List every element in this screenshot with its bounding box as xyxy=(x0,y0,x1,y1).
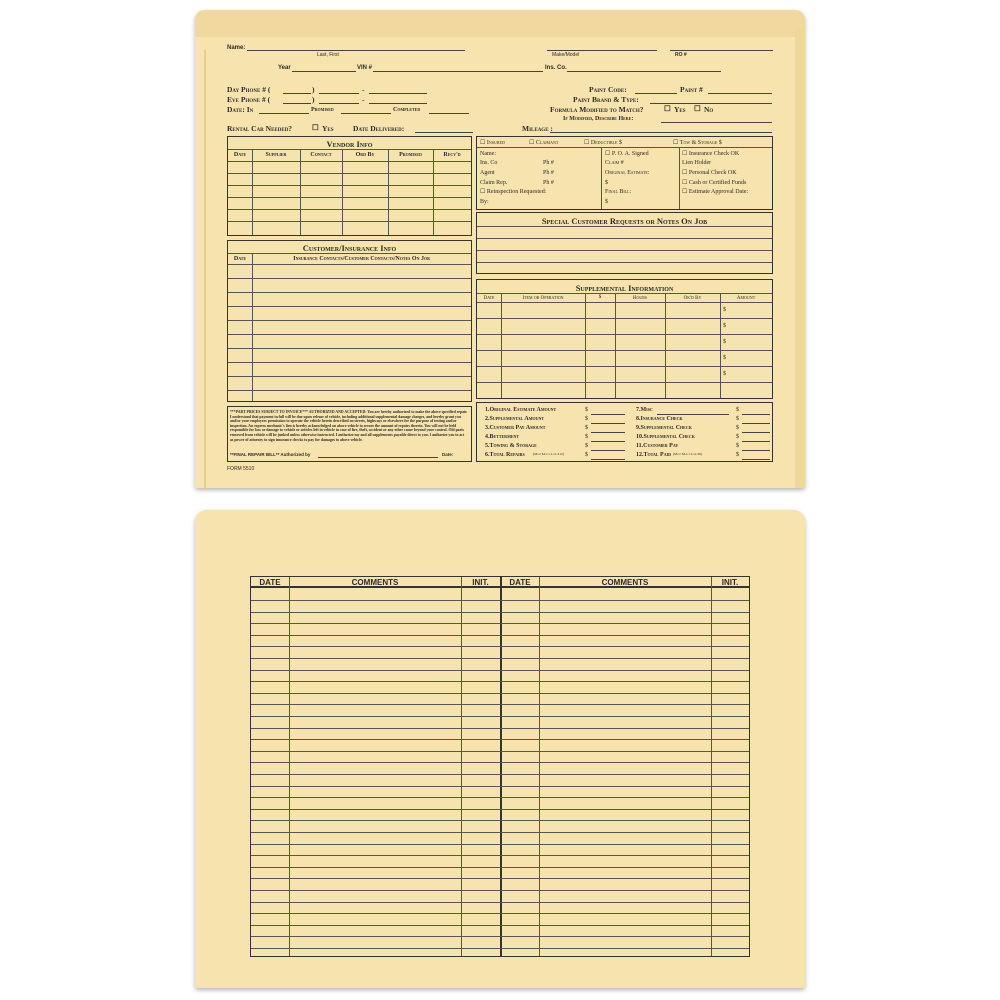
total-line-3: 3.Customer Pay Amount xyxy=(485,425,546,431)
year-label: Year xyxy=(278,65,291,71)
comments-col-init-right: INIT. xyxy=(721,578,739,587)
comments-row-line xyxy=(251,670,749,671)
day-phone-label: Day Phone # ( xyxy=(227,85,271,94)
formula-yes-checkbox[interactable]: ☐ xyxy=(664,104,671,113)
envelope-back xyxy=(195,510,805,988)
eve-phone-number-line xyxy=(369,103,427,104)
last-first-label: Last, First xyxy=(317,52,339,58)
make-model-label: Make/Model xyxy=(552,52,580,58)
formula-label: Formula Modified to Match? xyxy=(550,105,644,114)
final-bill-dollar: $ xyxy=(605,199,608,205)
special-requests-box xyxy=(476,212,773,274)
estimate-approval-label: Estimate Approval Date: xyxy=(688,189,749,195)
total-input-line xyxy=(591,432,625,433)
total-input-line xyxy=(742,432,770,433)
comments-row-line xyxy=(251,867,749,868)
total-input-line xyxy=(591,450,625,451)
claim-name-label: Name: xyxy=(480,151,496,157)
total-dollar-3: $ xyxy=(585,425,588,431)
date-delivered-label: Date Delivered: xyxy=(353,124,405,133)
formula-no-label: No xyxy=(704,105,714,114)
mileage-line xyxy=(561,132,631,133)
supp-amount-dollar-2: $ xyxy=(723,323,726,329)
cash-certified-check[interactable]: ☐ Cash or Certified Funds xyxy=(682,180,747,186)
ins-co-line xyxy=(567,71,721,72)
comments-table xyxy=(250,576,750,957)
agent-label: Agent xyxy=(480,170,495,176)
total-dollar-1: $ xyxy=(585,407,588,413)
vendor-col-supplier: Supplier xyxy=(265,152,287,158)
claim-rep-ph-label: Ph # xyxy=(543,180,554,186)
comments-row-line xyxy=(251,716,749,717)
original-estimate-label: Original Estimate: xyxy=(605,170,650,176)
day-phone-prefix-line xyxy=(319,93,359,94)
formula-no-checkbox[interactable]: ☐ xyxy=(694,104,701,113)
claim-number-label: Claim # xyxy=(605,160,624,166)
customer-insurance-table xyxy=(227,240,472,402)
final-bill-label-claim: Final Bill: xyxy=(605,189,632,195)
estimate-approval-check[interactable]: ☐ Estimate Approval Date: xyxy=(682,189,749,195)
paint-num-line xyxy=(708,93,772,94)
total-line-6-note: (Must Match Line #12) xyxy=(533,452,564,456)
comments-row-line xyxy=(251,809,749,810)
eve-phone-prefix-line xyxy=(319,103,359,104)
comments-row-line xyxy=(251,936,749,937)
lien-holder-label: Lien Holder xyxy=(682,160,712,166)
comments-row-line xyxy=(251,878,749,879)
vin-line xyxy=(373,71,543,72)
comments-row-line xyxy=(251,704,749,705)
comments-row-line xyxy=(251,902,749,903)
total-dollar-11: $ xyxy=(736,443,739,449)
comments-col-comments-right: COMMENTS xyxy=(601,578,649,587)
final-bill-line xyxy=(318,457,438,458)
customer-insurance-title: Customer/Insurance Info xyxy=(302,243,397,253)
supp-col-hours: Hours xyxy=(632,296,648,301)
comments-row-line xyxy=(251,786,749,787)
ro-label: RO # xyxy=(675,52,687,58)
customer-col-date: Date xyxy=(233,256,247,262)
day-phone-number-line xyxy=(369,93,427,94)
total-line-9: 9.Supplemental Check xyxy=(636,425,692,431)
total-line-1: 1.Original Estimate Amount xyxy=(485,407,557,413)
supp-col-amount: Amount xyxy=(736,296,756,301)
insurance-check-ok-label: Insurance Check OK xyxy=(688,151,740,157)
comments-row-line xyxy=(251,925,749,926)
vendor-info-table xyxy=(227,136,472,236)
special-requests-title: Special Customer Requests or Notes On Job xyxy=(541,216,708,226)
comments-row-line xyxy=(251,797,749,798)
rental-label: Rental Car Needed? xyxy=(227,124,293,133)
total-line-2: 2.Supplemental Amount xyxy=(485,416,545,422)
cash-certified-label: Cash or Certified Funds xyxy=(688,180,747,186)
supp-amount-dollar-3: $ xyxy=(723,339,726,345)
eve-phone-dash: - xyxy=(362,95,365,104)
comments-row-line xyxy=(251,646,749,647)
comments-row-line xyxy=(251,635,749,636)
total-dollar-4: $ xyxy=(585,434,588,440)
supp-col-okd-by: Ok'd By xyxy=(683,296,702,301)
comments-row-line xyxy=(251,751,749,752)
envelope-side-flap xyxy=(795,28,805,488)
if-modified-line xyxy=(661,122,772,123)
poa-check[interactable]: ☐ P. O. A. Signed xyxy=(605,151,649,157)
supp-amount-dollar-4: $ xyxy=(723,355,726,361)
poa-label: P. O. A. Signed xyxy=(611,151,649,157)
comments-row-line xyxy=(251,681,749,682)
total-input-line xyxy=(591,459,625,460)
total-line-11: 11.Customer Pay xyxy=(636,443,679,449)
form-number: FORM 5510 xyxy=(227,466,255,472)
envelope-fold-line xyxy=(204,50,206,490)
envelope-front xyxy=(195,10,805,488)
supplemental-table xyxy=(476,279,773,399)
total-input-line xyxy=(742,414,770,415)
comments-row-line xyxy=(251,855,749,856)
authorization-text: ***PART PRICES SUBJECT TO INVOICE*** AUTHORIZED AND ACCEPTED: You are hereby authorized to make the above specified repair. I understand that payment in full will be due upon release of vehicle, including additional supplemental damage charges, and hereby grant you and/or your employees permission to operate the vehicle herein described on streets, highways or elsewhere for the purpose of testing and/or inspection. An express mechanic's lien is hereby acknowledged on above vehicle to secure the amount of repairs thereto. You will not be held responsible for loss or damage to vehicle or articles left in vehicle in case of fire, theft, accident or any other cause beyond your control. Old parts removed from vehicle will be junked unless otherwise instructed. I authorize my and all supplements payable direct to you. I authorize you to act as power of attorney to sign insurance checks to pay for damages to above vehicle. xyxy=(230,410,468,442)
claimant-check[interactable]: ☐ Claimant xyxy=(529,140,559,146)
personal-check-ok[interactable]: ☐ Personal Check OK xyxy=(682,170,737,176)
date-in-label: Date: In xyxy=(227,105,254,114)
deductible-check[interactable]: ☐ Deductible $ xyxy=(584,140,622,146)
comments-row-line xyxy=(251,948,749,949)
supplemental-title: Supplemental Information xyxy=(575,283,674,293)
total-dollar-9: $ xyxy=(736,425,739,431)
supp-col-item: Item or Operation xyxy=(522,296,564,301)
total-dollar-10: $ xyxy=(736,434,739,440)
claim-info-box xyxy=(476,136,773,210)
by-label: By: xyxy=(480,199,489,205)
tow-storage-label: Tow & Storage $ xyxy=(679,140,722,146)
insured-check[interactable]: ☐ Insured xyxy=(480,140,505,146)
date-delivered-line xyxy=(415,132,473,133)
if-modified-label: If Modified, Describe Here: xyxy=(563,116,634,122)
total-line-12-note: (Must Match Line #6) xyxy=(673,452,703,456)
supp-col-date: Date xyxy=(483,296,495,301)
ins-co-label: Ins. Co. xyxy=(545,65,567,71)
comments-row-line xyxy=(251,890,749,891)
comments-row-line xyxy=(251,623,749,624)
total-input-line xyxy=(742,423,770,424)
supp-amount-dollar-1: $ xyxy=(723,307,726,313)
eve-phone-area-line xyxy=(283,103,311,104)
comments-row-line xyxy=(251,844,749,845)
eve-phone-close: ) xyxy=(312,95,315,104)
total-input-line xyxy=(591,414,625,415)
supp-amount-dollar-5: $ xyxy=(723,371,726,377)
comments-row-line xyxy=(251,820,749,821)
ro-line xyxy=(670,50,773,51)
comments-col-init-left: INIT. xyxy=(472,578,489,587)
total-line-4: 4.Betterment xyxy=(485,434,520,440)
promised-line xyxy=(341,113,391,114)
agent-ph-label: Ph # xyxy=(543,170,554,176)
totals-box xyxy=(476,402,773,462)
total-input-line xyxy=(742,459,770,460)
reinspection-label: Reinspection Requested: xyxy=(486,189,547,195)
total-dollar-12: $ xyxy=(736,452,739,458)
final-bill-label: **FINAL REPAIR BILL** Authorized by xyxy=(230,452,311,457)
vendor-col-ord-by: Ord By xyxy=(355,152,375,158)
misc-line xyxy=(657,414,729,415)
paint-num-label: Paint # xyxy=(680,85,703,94)
promised-label: Promised xyxy=(311,107,334,113)
day-phone-dash: - xyxy=(362,85,365,94)
comments-row-line xyxy=(251,913,749,914)
comments-col-date-left: DATE xyxy=(259,578,281,587)
ins-co-ph-label: Ph # xyxy=(543,160,554,166)
insured-label: Insured xyxy=(486,140,505,146)
make-model-line xyxy=(547,50,657,51)
paint-code-label: Paint Code: xyxy=(589,85,627,94)
claim-rep-label: Claim Rep. xyxy=(480,180,508,186)
total-dollar-6: $ xyxy=(585,452,588,458)
paint-code-line xyxy=(635,93,677,94)
comments-row-line xyxy=(251,774,749,775)
comments-row-line xyxy=(251,658,749,659)
total-dollar-8: $ xyxy=(736,416,739,422)
insurance-check-ok[interactable]: ☐ Insurance Check OK xyxy=(682,151,740,157)
vendor-col-recvd: Recv'd xyxy=(443,152,461,158)
total-input-line xyxy=(591,441,625,442)
total-dollar-5: $ xyxy=(585,443,588,449)
total-dollar-7: $ xyxy=(736,407,739,413)
total-line-7: 7.Misc xyxy=(636,407,653,413)
vendor-col-date: Date xyxy=(233,152,247,158)
date-in-line xyxy=(259,113,309,114)
total-input-line xyxy=(742,450,770,451)
comments-col-comments-left: COMMENTS xyxy=(351,578,399,587)
total-input-line xyxy=(591,423,625,424)
customer-col-notes: Insurance Contacts/Customer Contacts/Notes On Job xyxy=(293,256,430,262)
day-phone-area-line xyxy=(283,93,311,94)
vin-label: VIN # xyxy=(357,65,373,71)
claim-ins-co-label: Ins. Co xyxy=(480,160,498,166)
deductible-label: Deductible $ xyxy=(590,140,622,146)
reinspection-check[interactable]: ☐ Reinspection Requested: xyxy=(480,189,547,195)
total-line-6: 6.Total Repairs xyxy=(485,452,525,458)
total-line-12: 12.Total Paid xyxy=(636,452,672,458)
original-estimate-dollar: $ xyxy=(605,180,608,186)
rental-yes-label: Yes xyxy=(322,124,334,133)
total-dollar-2: $ xyxy=(585,416,588,422)
comments-row-line xyxy=(251,728,749,729)
day-phone-close: ) xyxy=(312,85,315,94)
supp-col-dollar: $ xyxy=(598,295,602,300)
rental-yes-checkbox[interactable]: ☐ xyxy=(312,123,319,132)
comments-row-line xyxy=(251,693,749,694)
eve-phone-label: Eve Phone # ( xyxy=(227,95,271,104)
envelope-flap xyxy=(195,10,805,37)
comments-row-line xyxy=(251,600,749,601)
name-line xyxy=(247,50,465,51)
vendor-col-contact: Contact xyxy=(310,152,332,158)
comments-row-line xyxy=(251,612,749,613)
comments-row-line xyxy=(251,762,749,763)
tow-storage-check[interactable]: ☐ Tow & Storage $ xyxy=(673,140,722,146)
completed-line xyxy=(429,113,469,114)
comments-row-line xyxy=(251,832,749,833)
comments-col-date-right: DATE xyxy=(509,578,531,587)
paint-brand-label: Paint Brand & Type: xyxy=(573,95,639,104)
total-line-5: 5.Towing & Storage xyxy=(485,443,537,449)
total-input-line xyxy=(742,441,770,442)
vendor-col-promised: Promised xyxy=(399,152,422,158)
formula-yes-label: Yes xyxy=(674,105,686,114)
mileage-label: Mileage : xyxy=(522,124,553,133)
total-line-8: 8.Insurance Check xyxy=(636,416,683,422)
personal-check-ok-label: Personal Check OK xyxy=(688,170,737,176)
name-label: Name: xyxy=(227,45,246,51)
claimant-label: Claimant xyxy=(535,140,559,146)
final-bill-date-label: Date: xyxy=(442,452,454,457)
comments-row-line xyxy=(251,739,749,740)
vendor-info-title: Vendor Info xyxy=(326,139,373,149)
total-line-10: 10.Supplemental Check xyxy=(636,434,695,440)
completed-label: Completed xyxy=(393,107,421,113)
year-line xyxy=(292,71,356,72)
authorization-box xyxy=(227,406,472,462)
